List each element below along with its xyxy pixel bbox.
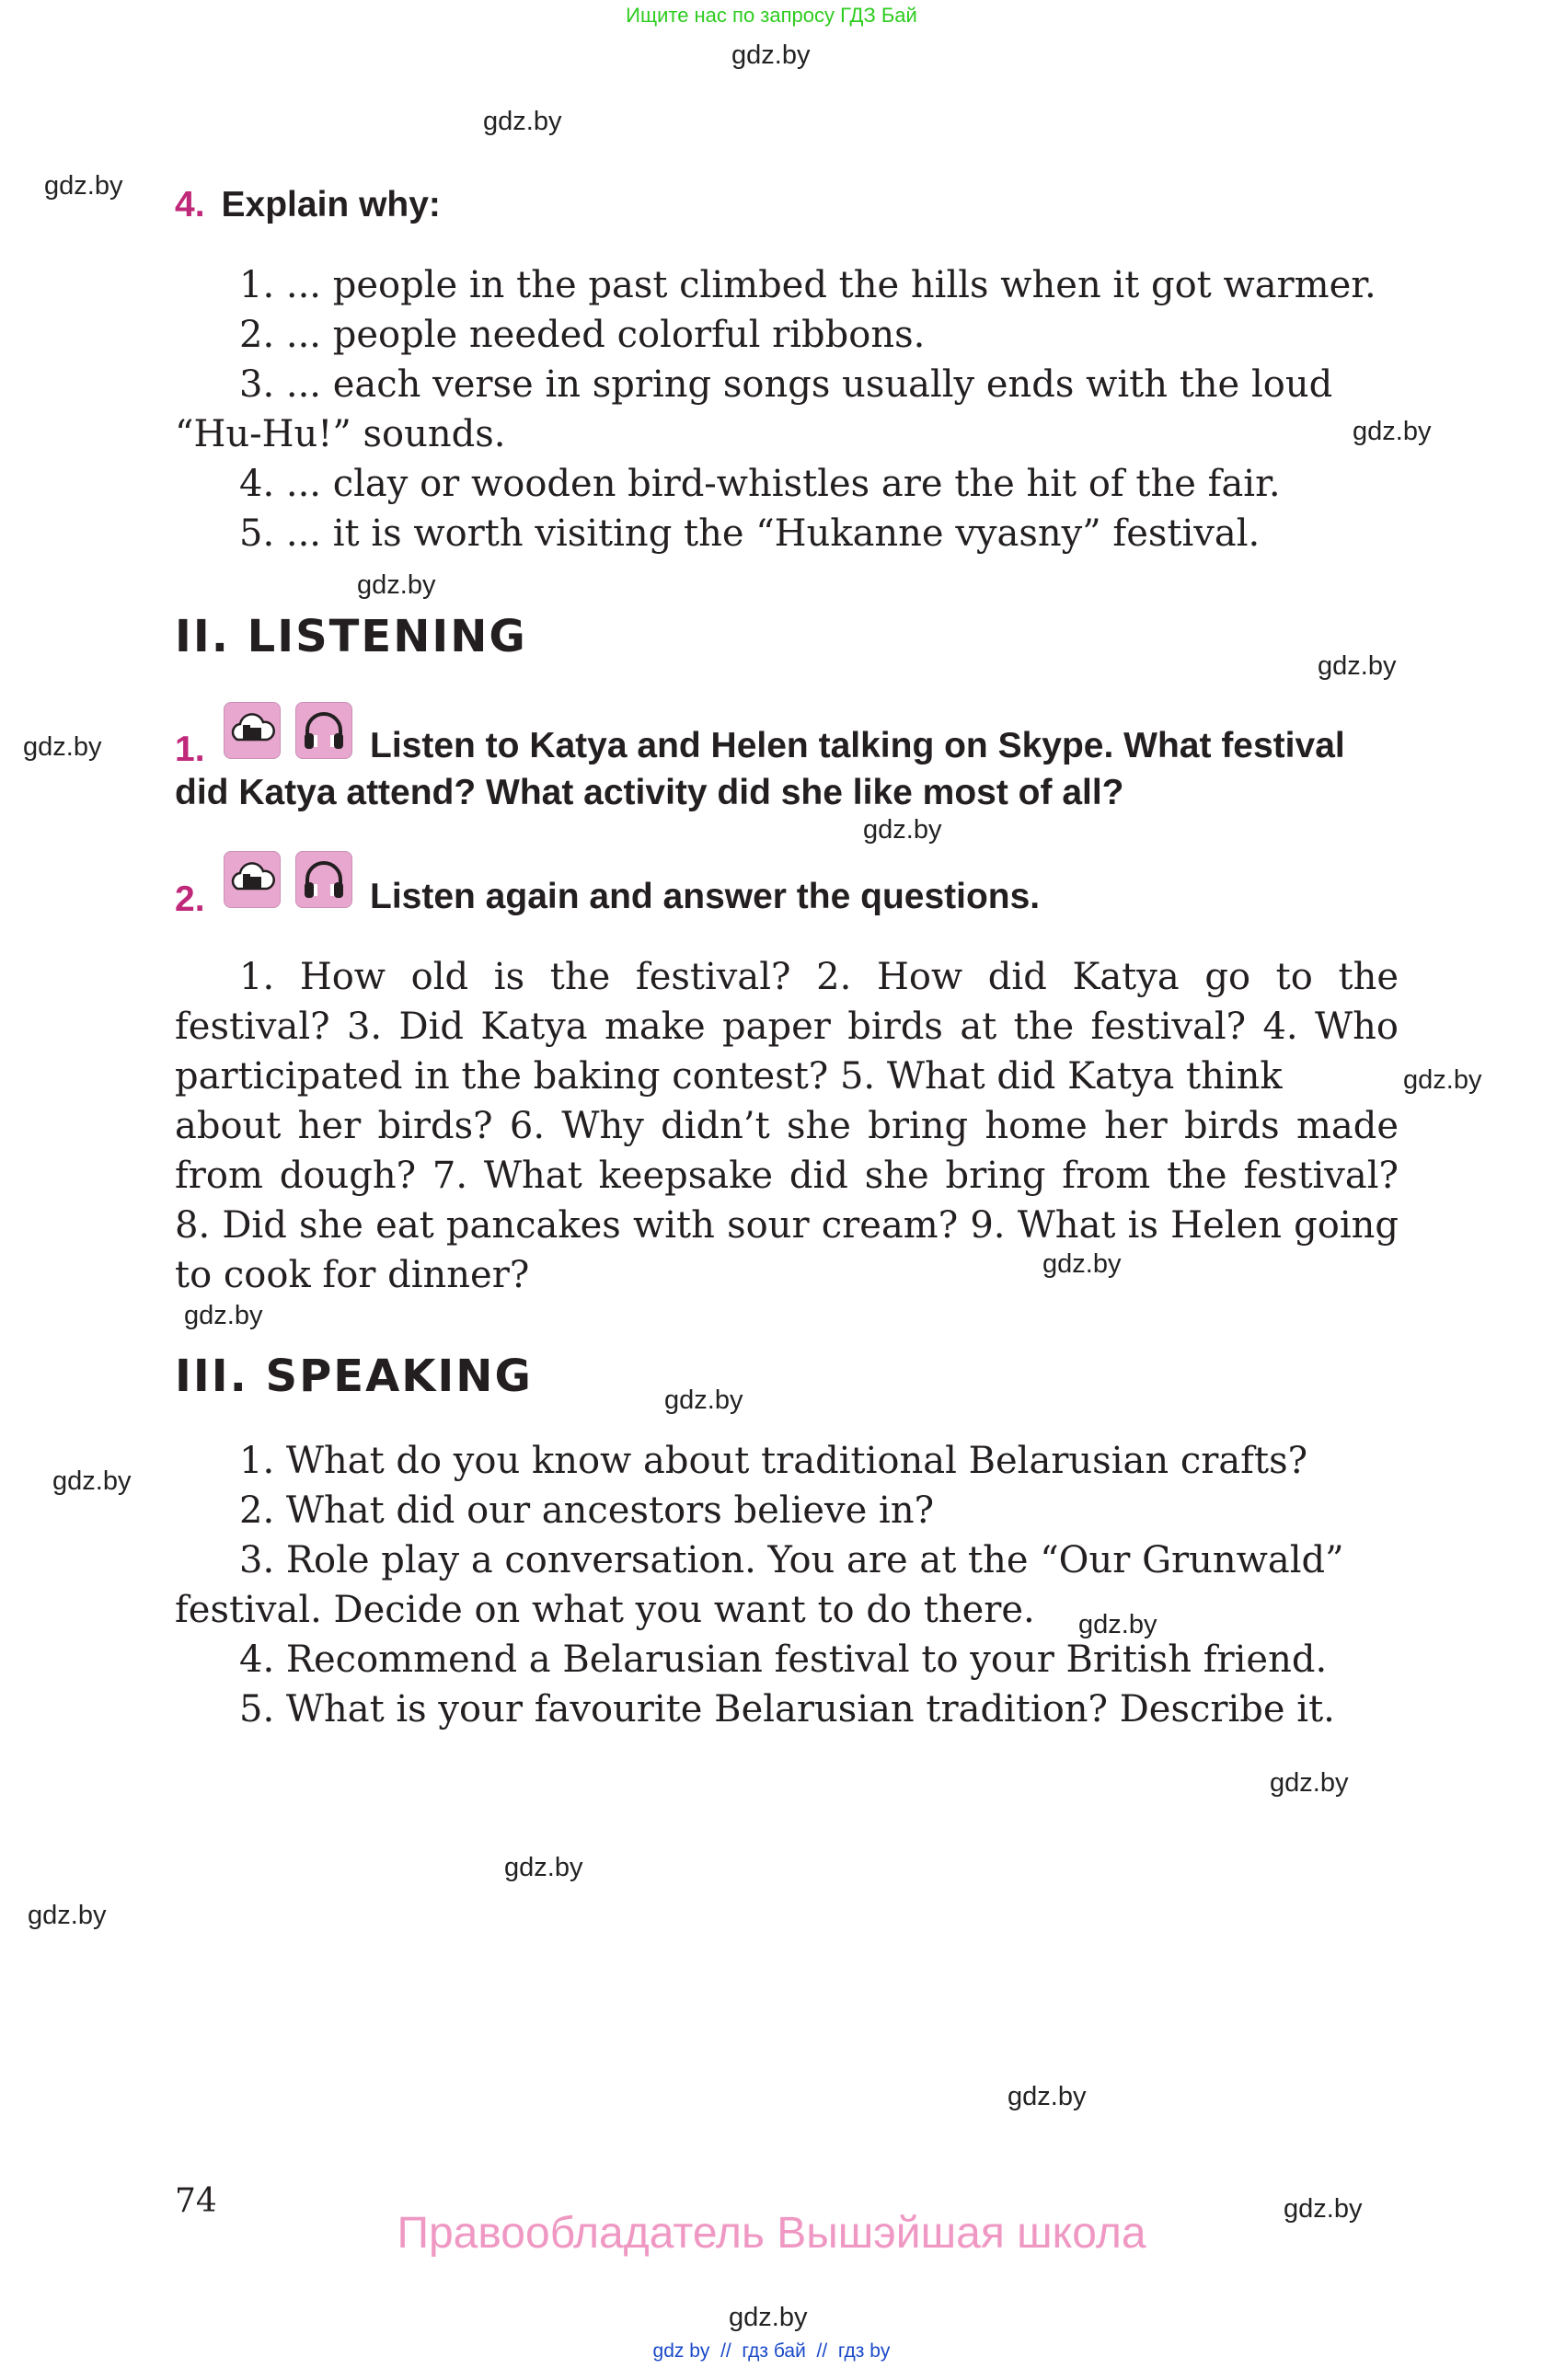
- task-title: Explain why:: [221, 185, 441, 224]
- cloud-folder-icon[interactable]: [224, 851, 281, 908]
- task-4-title: [175, 187, 441, 223]
- list-item-continuation: festival. Decide on what you want to do there.: [175, 1589, 1035, 1631]
- watermark: gdz.by: [184, 1301, 263, 1330]
- watermark: gdz.by: [1284, 2194, 1363, 2224]
- list-item: 2. What did our ancestors believe in?: [239, 1489, 935, 1532]
- section-heading-listening: II. LISTENING: [175, 611, 527, 662]
- task-number: 4.: [175, 185, 205, 224]
- list-item: 3. ... each verse in spring songs usually ends with the loud: [239, 363, 1333, 406]
- section-heading-speaking: III. SPEAKING: [175, 1351, 533, 1402]
- list-item-continuation: “Hu-Hu!” sounds.: [175, 413, 506, 455]
- list-item: 1. ... people in the past climbed the hills when it got warmer.: [239, 264, 1376, 306]
- watermark: gdz.by: [1270, 1768, 1349, 1798]
- watermark: gdz.by: [357, 570, 436, 600]
- watermark: gdz.by: [1353, 417, 1432, 446]
- question-line: to cook for dinner?: [175, 1254, 530, 1296]
- task-number: 2.: [175, 880, 205, 919]
- watermark: gdz.by: [1078, 1610, 1157, 1639]
- watermark: gdz.by: [863, 815, 942, 845]
- listening-task-2-title: Listen again and answer the questions.: [370, 877, 1041, 916]
- page-number: 74: [175, 2182, 217, 2220]
- watermark: gdz.by: [1403, 1065, 1482, 1095]
- listening-task-1-text-2: did Katya attend? What activity did she like most of all?: [175, 773, 1124, 812]
- watermark: gdz.by: [664, 1385, 743, 1415]
- question-line: 1. How old is the festival? 2. How did Katya go to the: [239, 956, 1399, 998]
- watermark: gdz.by: [483, 107, 562, 136]
- watermark: gdz.by: [23, 732, 102, 762]
- question-line: about her birds? 6. Why didn’t she bring home her birds made: [175, 1105, 1399, 1147]
- search-banner[interactable]: Ищите нас по запросу ГДЗ Бай: [626, 4, 917, 27]
- list-item: 4. Recommend a Belarusian festival to your British friend.: [239, 1638, 1328, 1681]
- cloud-folder-icon[interactable]: [224, 702, 281, 759]
- list-item: 3. Role play a conversation. You are at the “Our Grunwald”: [239, 1539, 1344, 1581]
- headphones-icon[interactable]: [295, 851, 352, 908]
- rights-holder: Правообладатель Вышэйшая школа: [397, 2209, 1146, 2258]
- watermark: gdz.by: [731, 40, 811, 70]
- watermark: gdz.by: [729, 2303, 808, 2332]
- question-line: participated in the baking contest? 5. What did Katya think: [175, 1055, 1283, 1098]
- question-line: 8. Did she eat pancakes with sour cream? 9. What is Helen going: [175, 1204, 1399, 1247]
- watermark: gdz.by: [1042, 1249, 1122, 1279]
- watermark: gdz.by: [1318, 651, 1397, 681]
- list-item: 1. What do you know about traditional Belarusian crafts?: [239, 1440, 1308, 1482]
- task-number: 1.: [175, 730, 205, 769]
- list-item: 5. ... it is worth visiting the “Hukanne vyasny” festival.: [239, 512, 1261, 555]
- question-line: from dough? 7. What keepsake did she bring from the festival?: [175, 1155, 1399, 1197]
- watermark: gdz.by: [28, 1901, 107, 1930]
- list-item: 2. ... people needed colorful ribbons.: [239, 314, 926, 356]
- listening-task-1-text: Listen to Katya and Helen talking on Skype. What festival: [370, 726, 1345, 765]
- watermark: gdz.by: [1008, 2082, 1087, 2111]
- headphones-icon[interactable]: [295, 702, 352, 759]
- bottom-links[interactable]: gdz by // гдз бай // гдз by: [652, 2340, 891, 2362]
- list-item: 5. What is your favourite Belarusian tradition? Describe it.: [239, 1688, 1335, 1730]
- watermark: gdz.by: [504, 1853, 583, 1882]
- question-line: festival? 3. Did Katya make paper birds at the festival? 4. Who: [175, 1006, 1399, 1048]
- list-item: 4. ... clay or wooden bird-whistles are the hit of the fair.: [239, 463, 1281, 505]
- watermark: gdz.by: [44, 171, 123, 201]
- watermark: gdz.by: [52, 1466, 132, 1496]
